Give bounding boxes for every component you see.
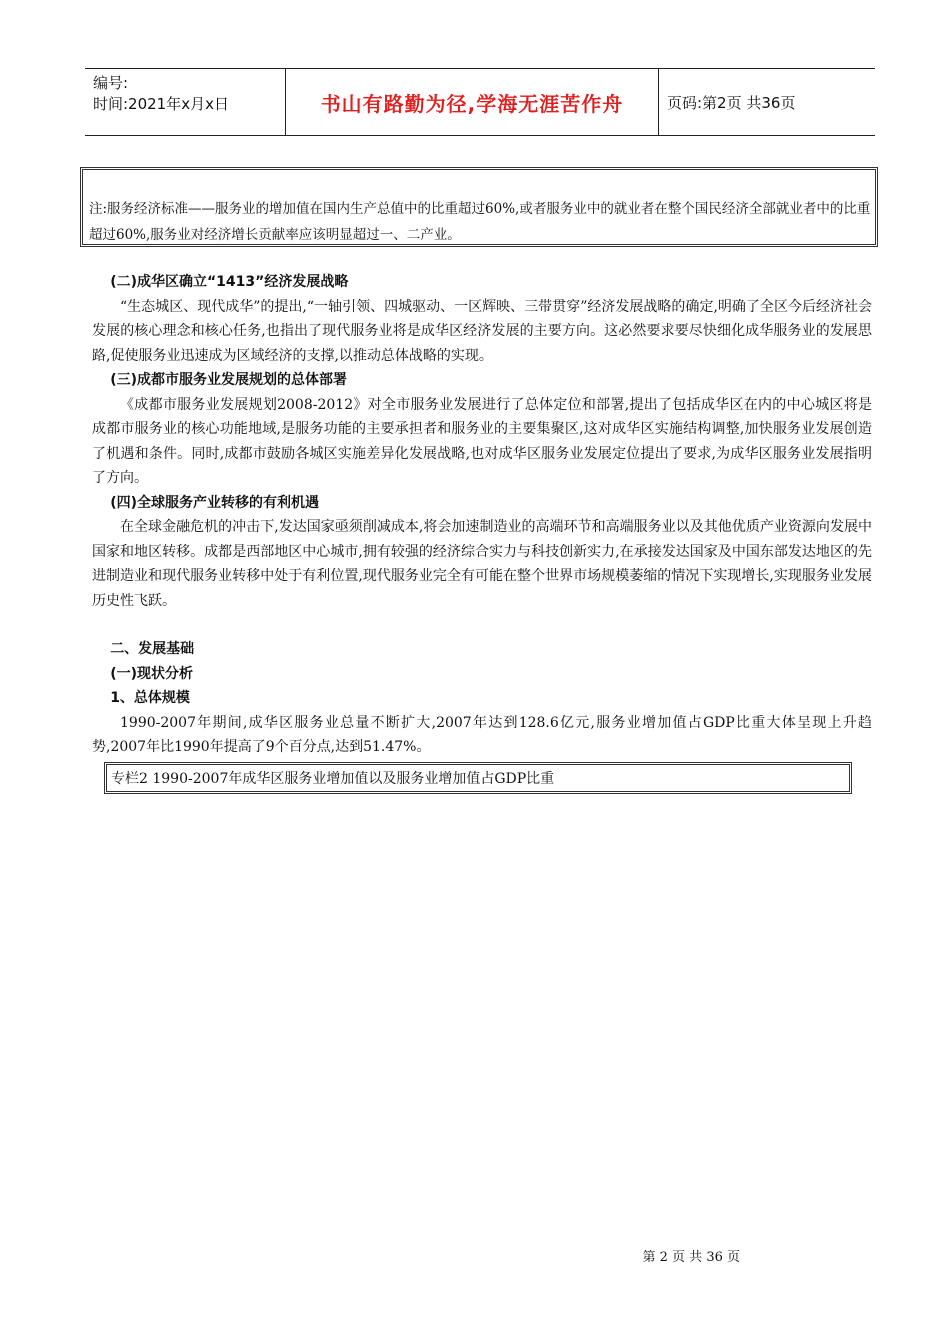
item-1-title: 1、总体规模 xyxy=(110,690,190,706)
note-box xyxy=(80,167,878,247)
column-box-2-label: 专栏2 1990-2007年成华区服务业增加值以及服务业增加值占GDP比重 xyxy=(111,770,555,787)
subsection-1-title: (一)现状分析 xyxy=(110,665,193,682)
section-4-body: 在全球金融危机的冲击下,发达国家亟须削减成本,将会加速制造业的高端环节和高端服务业以及其他优质产业资源向发展中国家和地区转移。成都是西部地区中心城市,拥有较强的经济综合实力与科技创新实力,在承接发达国家及中国东部发达地区的先进制造业和现代服务业转移中处于有利位置,现代服务业完全有可能在整个世界市场规模萎缩的情况下实现增长,实现服务业发展历史性飞跃。 xyxy=(92,519,872,609)
main-content xyxy=(92,270,872,794)
motto-text: 书山有路勤为径,学海无涯苦作舟 xyxy=(320,91,624,116)
section-3-body: 《成都市服务业发展规划2008-2012》对全市服务业发展进行了总体定位和部署,提出了包括成华区在内的中心城区将是成都市服务业的核心功能地域,是服务功能的主要承担者和服务业的主要集聚区,这对成华区实施结构调整,加快服务业发展创造了机遇和条件。同时,成都市鼓励各城区实施差异化发展战略,也对成华区服务业发展定位提出了要求,为成华区服务业发展指明了方向。 xyxy=(92,396,872,486)
header-page-cell xyxy=(659,69,875,135)
header-motto-cell xyxy=(285,69,659,135)
time-label: 时间:2021年x月x日 xyxy=(93,95,229,113)
section-3-title: (三)成都市服务业发展规划的总体部署 xyxy=(110,372,347,388)
section-4-title: (四)全球服务产业转移的有利机遇 xyxy=(110,494,319,511)
note-text: 注:服务经济标准——服务业的增加值在国内生产总值中的比重超过60%,或者服务业中的就业者在整个国民经济全部就业者中的比重超过60%,服务业对经济增长贡献率应该明显超过一、二产业。 xyxy=(89,201,871,243)
page-label: 页码:第2页 共36页 xyxy=(667,93,796,112)
section-2-title: (二)成华区确立“1413”经济发展战略 xyxy=(110,274,349,290)
footer-page-number: 第 2 页 共 36 页 xyxy=(642,1250,740,1265)
column-box-2 xyxy=(104,762,852,794)
section-2-body: “生态城区、现代成华”的提出,“一轴引领、四城驱动、一区辉映、三带贯穿”经济发展战略的确定,明确了全区今后经济社会发展的核心理念和核心任务,也指出了现代服务业将是成华区经济发展的主要方向。这必然要求要尽快细化成华服务业的发展思路,促使服务业迅速成为区域经济的支撑,以推动总体战略的实现。 xyxy=(92,298,872,364)
item-1-body: 1990-2007年期间,成华区服务业总量不断扩大,2007年达到128.6亿元,服务业增加值占GDP比重大体呈现上升趋势,2007年比1990年提高了9个百分点,达到51.47%。 xyxy=(92,714,872,755)
page-footer xyxy=(0,1246,950,1265)
code-label: 编号: xyxy=(93,74,129,92)
header-left xyxy=(85,69,285,135)
spacer xyxy=(92,613,872,637)
part-2-title: 二、发展基础 xyxy=(110,641,195,657)
page-header xyxy=(85,68,875,136)
